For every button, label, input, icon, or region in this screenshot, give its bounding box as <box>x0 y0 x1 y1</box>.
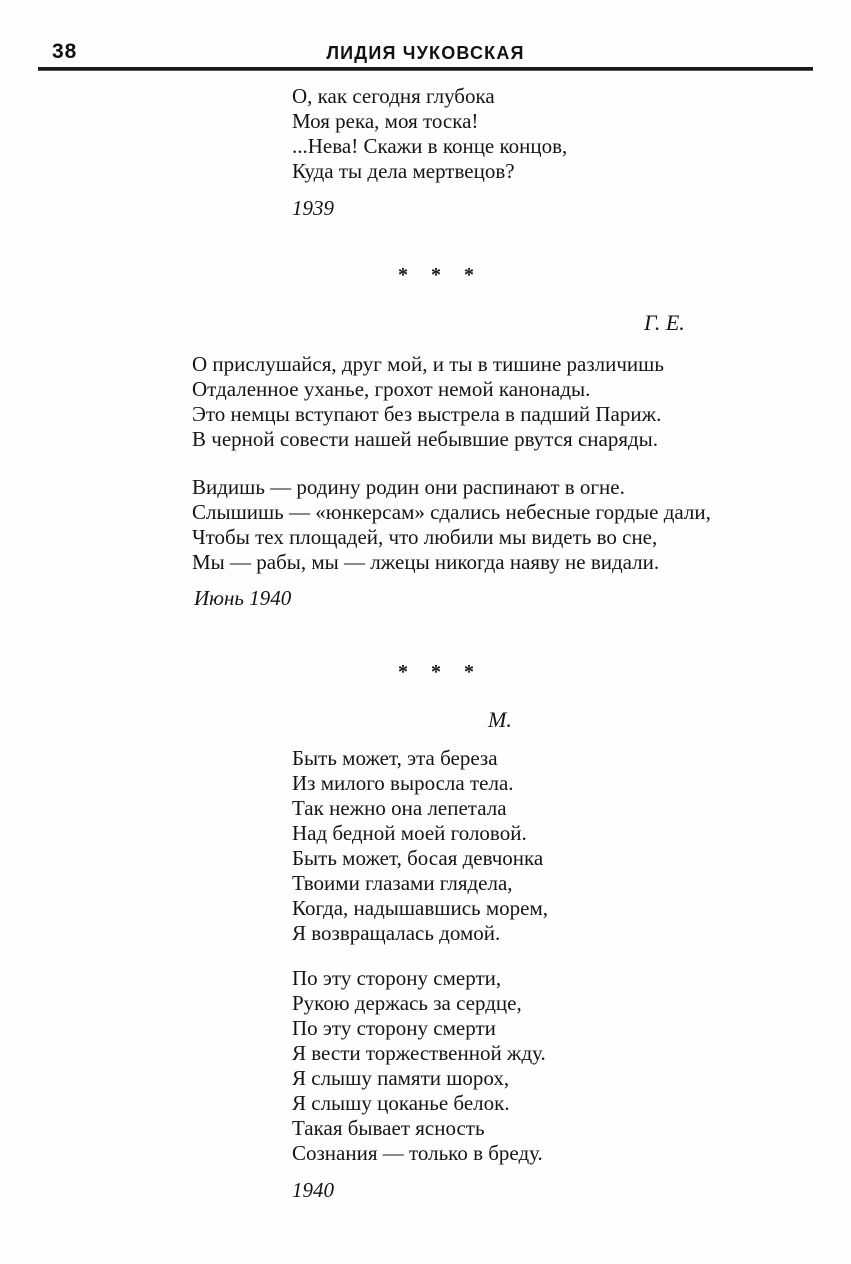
poem-line: Я слышу цоканье белок. <box>292 1091 510 1115</box>
poem-line: О, как сегодня глубока <box>292 84 495 108</box>
poem-line: По эту сторону смерти, <box>292 966 502 990</box>
poem-3-stanza-1 <box>292 746 548 946</box>
page-number: 38 <box>52 40 78 63</box>
poem-line: Твоими глазами глядела, <box>292 871 513 895</box>
running-title: ЛИДИЯ ЧУКОВСКАЯ <box>326 43 525 63</box>
poem-line: В черной совести нашей небывшие рвутся снаряды. <box>192 427 659 451</box>
poem-line: Такая бывает ясность <box>292 1116 485 1140</box>
poem-line: Над бедной моей головой. <box>292 821 527 845</box>
poem-line: Слышишь — «юнкерсам» сдались небесные гордые дали, <box>192 500 711 524</box>
poem-3-date: 1940 <box>292 1178 334 1202</box>
section-separator: * * * <box>398 661 483 683</box>
poem-3-stanza-2 <box>292 966 546 1166</box>
poem-line: Я возвращалась домой. <box>292 921 501 945</box>
poem-line: О прислушайся, друг мой, и ты в тишине различишь <box>192 352 664 376</box>
poem-line: Когда, надышавшись морем, <box>292 896 548 920</box>
poem-line: Быть может, эта береза <box>292 746 498 770</box>
poem-line: Так нежно она лепетала <box>292 796 507 820</box>
header-rule <box>38 67 813 71</box>
poem-line: Отдаленное уханье, грохот немой канонады. <box>192 377 591 401</box>
poem-line: Я вести торжественной жду. <box>292 1041 546 1065</box>
poem-1-stanza <box>292 84 567 184</box>
poem-line: ...Нева! Скажи в конце концов, <box>292 134 568 158</box>
poem-2-date: Июнь 1940 <box>194 586 292 610</box>
poem-line: Чтобы тех площадей, что любили мы видеть во сне, <box>192 525 658 549</box>
poem-line: Быть может, босая девчонка <box>292 846 544 870</box>
poem-line: По эту сторону смерти <box>292 1016 496 1040</box>
poem-line: Видишь — родину родин они распинают в огне. <box>192 475 625 499</box>
poem-line: Сознания — только в бреду. <box>292 1141 543 1165</box>
poem-line: Рукою держась за сердце, <box>292 991 522 1015</box>
poem-1-date: 1939 <box>292 196 334 220</box>
poem-line: Это немцы вступают без выстрела в падший Париж. <box>192 402 662 426</box>
poem-2-stanza-1 <box>192 352 664 452</box>
poem-line: Моя река, моя тоска! <box>292 109 479 133</box>
poem-line: Куда ты дела мертвецов? <box>292 159 515 183</box>
poem-line: Мы — рабы, мы — лжецы никогда наяву не видали. <box>192 550 660 574</box>
poem-line: Я слышу памяти шорох, <box>292 1066 510 1090</box>
section-separator: * * * <box>398 264 483 286</box>
poem-2-dedication: Г. Е. <box>644 310 685 335</box>
poem-line: Из милого выросла тела. <box>292 771 514 795</box>
poem-3-dedication: М. <box>488 707 512 732</box>
poem-2-stanza-2 <box>192 475 711 575</box>
